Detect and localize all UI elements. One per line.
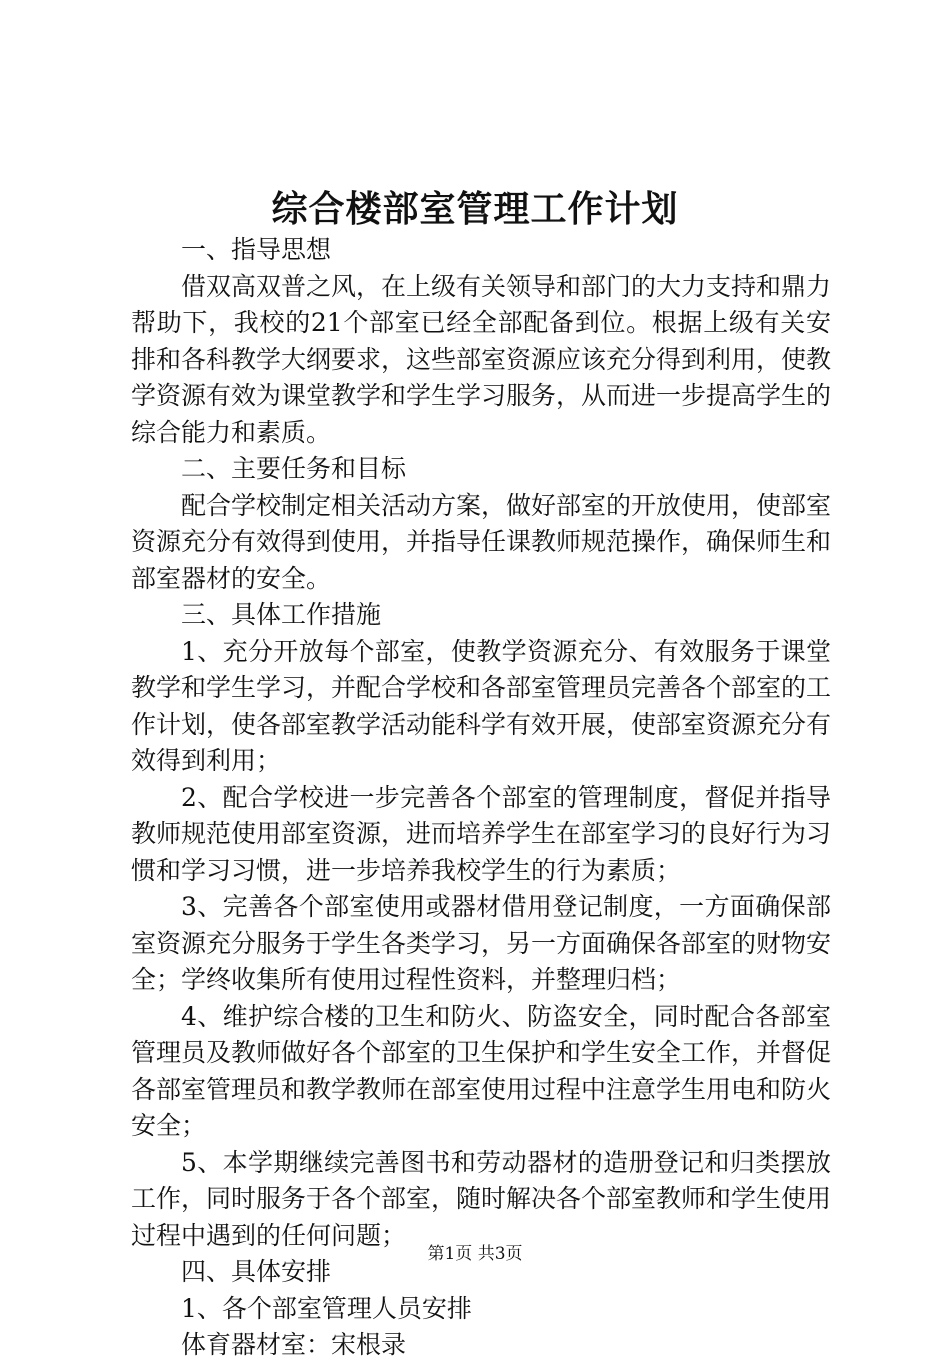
section-heading-2: 二、主要任务和目标 — [181, 454, 407, 483]
section-heading-3: 三、具体工作措施 — [181, 600, 382, 629]
page-number-footer: 第1页 共3页 — [427, 1244, 523, 1264]
section-heading-4: 四、具体安排 — [181, 1257, 332, 1286]
arrangement-item-1: 1、各个部室管理人员安排 — [181, 1293, 472, 1323]
measure-item-2: 2、配合学校进一步完善各个部室的管理制度，督促并指导教师规范使用部室资源，进而培养学生在部室学习的良好行为习惯和学习习惯，进一步培养我校学生的行为素质； — [131, 782, 832, 885]
measure-item-1: 1、充分开放每个部室，使教学资源充分、有效服务于课堂教学和学生学习，并配合学校和各部室管理员完善各个部室的工作计划，使各部室教学活动能科学有效开展，使部室资源充分有效得到利用； — [131, 636, 832, 775]
document-body — [131, 232, 831, 1364]
measure-item-5: 5、本学期继续完善图书和劳动器材的造册登记和归类摆放工作，同时服务于各个部室，随时解决各个部室教师和学生使用过程中遇到的任何问题； — [131, 1147, 832, 1250]
document-title: 综合楼部室管理工作计划 — [271, 188, 679, 230]
paragraph-main-task: 配合学校制定相关活动方案，做好部室的开放使用，使部室资源充分有效得到使用，并指导任课教师规范操作，确保师生和部室器材的安全。 — [131, 490, 832, 593]
arrangement-sports-room: 体育器材室：宋根录 — [181, 1330, 407, 1359]
section-heading-1: 一、指导思想 — [181, 235, 332, 264]
measure-item-3: 3、完善各个部室使用或器材借用登记制度，一方面确保部室资源充分服务于学生各类学习，另一方面确保各部室的财物安全；学终收集所有使用过程性资料，并整理归档； — [131, 892, 832, 994]
measure-item-4: 4、维护综合楼的卫生和防火、防盗安全，同时配合各部室管理员及教师做好各个部室的卫生保护和学生安全工作，并督促各部室管理员和教学教师在部室使用过程中注意学生用电和防火安全； — [131, 1001, 832, 1140]
paragraph-guiding-idea: 借双高双普之风，在上级有关领导和部门的大力支持和鼎力帮助下，我校的21个部室已经全部配备到位。根据上级有关安排和各科教学大纲要求，这些部室资源应该充分得到利用，使教学资源有效为课堂教学和学生学习服务，从而进一步提高学生的综合能力和素质。 — [131, 271, 832, 447]
